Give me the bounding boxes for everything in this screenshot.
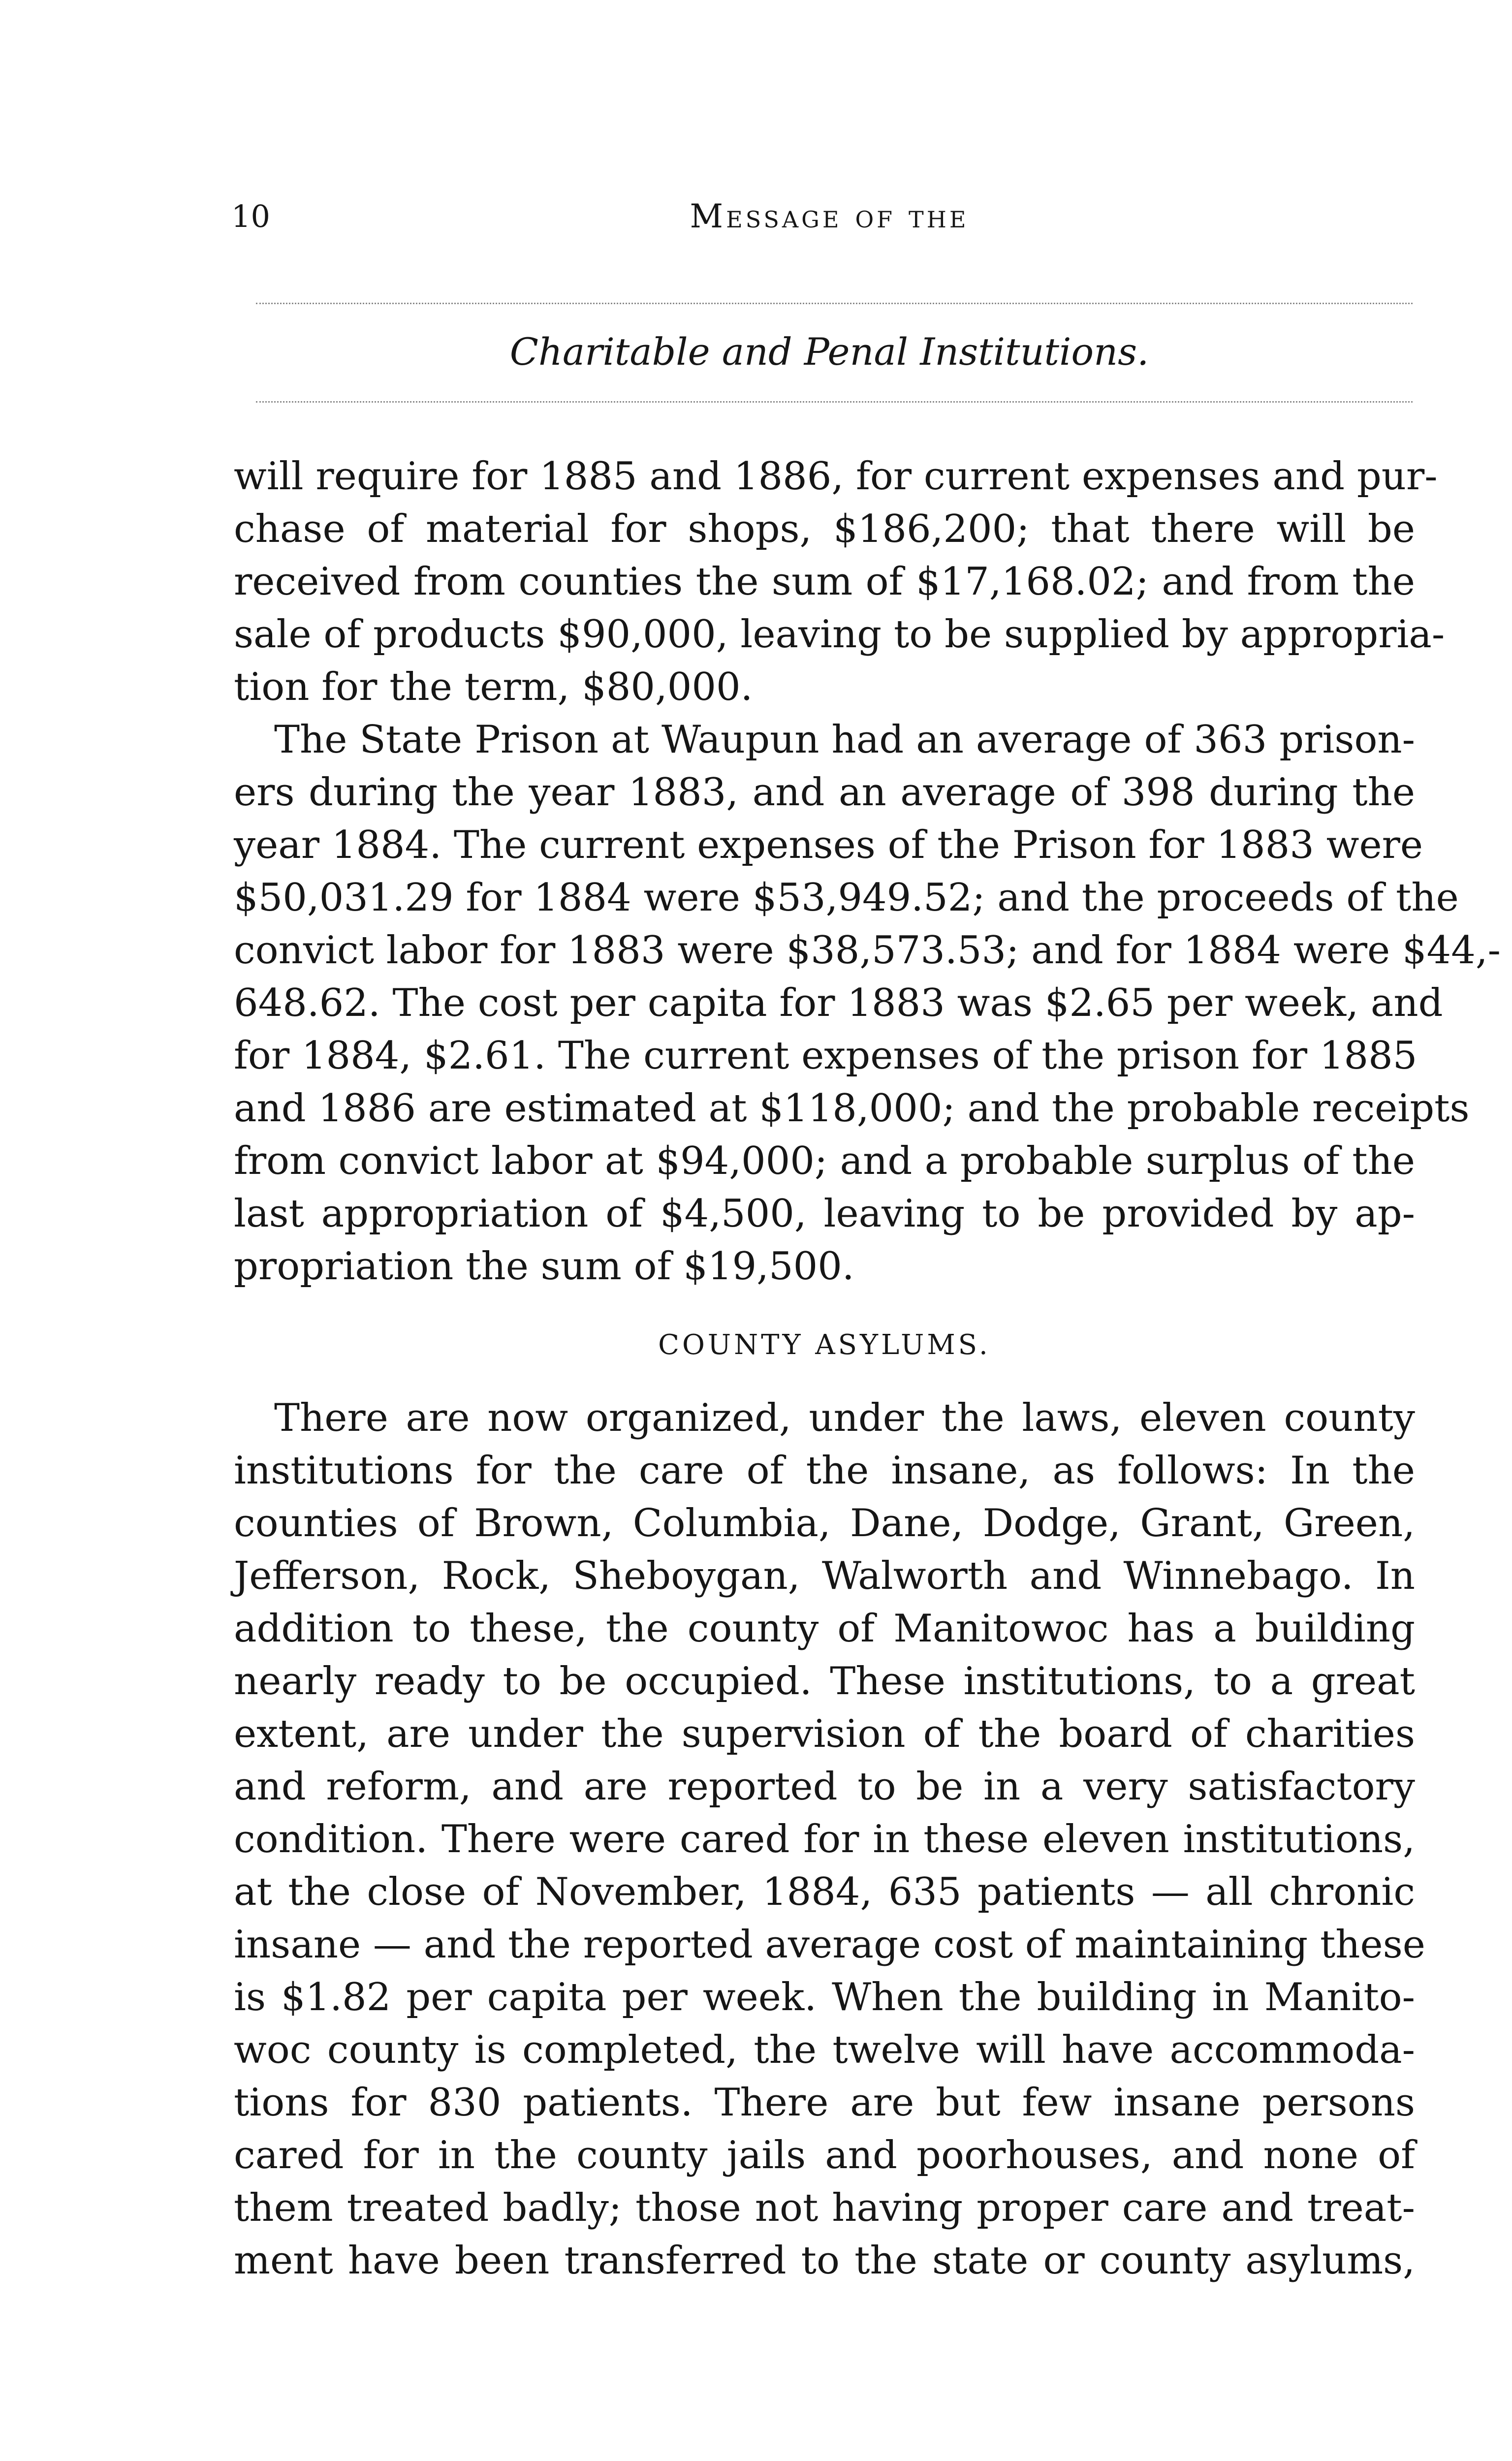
text-line: from convict labor at $94,000; and a probable surplus of the (234, 1139, 1415, 1183)
text-line: will require for 1885 and 1886, for current expenses and pur- (234, 454, 1438, 499)
running-head (231, 194, 1427, 239)
text-line: and 1886 are estimated at $118,000; and the probable receipts (234, 1086, 1470, 1131)
text-line: nearly ready to be occupied. These institutions, to a great (234, 1659, 1415, 1704)
text-line: insane — and the reported average cost of maintaining these (234, 1923, 1425, 1967)
text-line: tions for 830 patients. There are but few insane persons (234, 2081, 1415, 2125)
page-body (234, 450, 1501, 2287)
text-line: sale of products $90,000, leaving to be supplied by appropria- (234, 612, 1445, 657)
text-line: woc county is completed, the twelve will have accommoda- (234, 2028, 1415, 2072)
text-line: condition. There were cared for in these eleven institutions, (234, 1817, 1415, 1862)
text-line: Jefferson, Rock, Sheboygan, Walworth and Winnebago. In (234, 1554, 1415, 1598)
header-rule-top (256, 303, 1413, 304)
text-line: institutions for the care of the insane, as follows: In the (234, 1449, 1415, 1493)
text-line: counties of Brown, Columbia, Dane, Dodge, Grant, Green, (234, 1501, 1415, 1546)
text-line: cared for in the county jails and poorhouses, and none of (234, 2133, 1415, 2177)
text-line: and reform, and are reported to be in a very satisfactory (234, 1765, 1415, 1809)
text-line: ers during the year 1883, and an average of 398 during the (234, 770, 1415, 815)
text-line: extent, are under the supervision of the board of charities (234, 1712, 1415, 1756)
text-line: propriation the sum of $19,500. (234, 1244, 854, 1289)
text-line: 648.62. The cost per capita for 1883 was $2.65 per week, and (234, 981, 1443, 1025)
section-heading: Charitable and Penal Institutions. (509, 330, 1149, 374)
paragraph-county-asylums (234, 1392, 1425, 2287)
subheading-county-asylums: COUNTY ASYLUMS. (658, 1329, 991, 1361)
header-rule-bottom (256, 401, 1413, 403)
page-number: 10 (231, 198, 270, 234)
text-line: chase of material for shops, $186,200; that there will be (234, 507, 1415, 551)
text-line: at the close of November, 1884, 635 patients — all chronic (234, 1870, 1415, 1914)
text-line: The State Prison at Waupun had an average of 363 prison- (274, 718, 1415, 762)
text-line: ment have been transferred to the state or county asylums, (234, 2239, 1415, 2283)
text-line: year 1884. The current expenses of the Prison for 1883 were (234, 823, 1423, 867)
text-line: for 1884, $2.61. The current expenses of the prison for 1885 (234, 1034, 1418, 1078)
text-line: tion for the term, $80,000. (234, 665, 753, 709)
paragraph-appropriations (234, 450, 1445, 714)
text-line: received from counties the sum of $17,168.02; and from the (234, 560, 1415, 604)
running-title: Message of the (690, 197, 969, 235)
text-line: convict labor for 1883 were $38,573.53; and for 1884 were $44,- (234, 928, 1501, 973)
text-line: last appropriation of $4,500, leaving to be provided by ap- (234, 1192, 1415, 1236)
text-line: $50,031.29 for 1884 were $53,949.52; and the proceeds of the (234, 876, 1459, 920)
text-line: is $1.82 per capita per week. When the building in Manito- (234, 1975, 1415, 2019)
text-line: There are now organized, under the laws, eleven county (274, 1396, 1415, 1440)
text-line: them treated badly; those not having proper care and treat- (234, 2186, 1415, 2230)
text-line: addition to these, the county of Manitowoc has a building (234, 1607, 1415, 1651)
paragraph-state-prison (234, 714, 1501, 1293)
